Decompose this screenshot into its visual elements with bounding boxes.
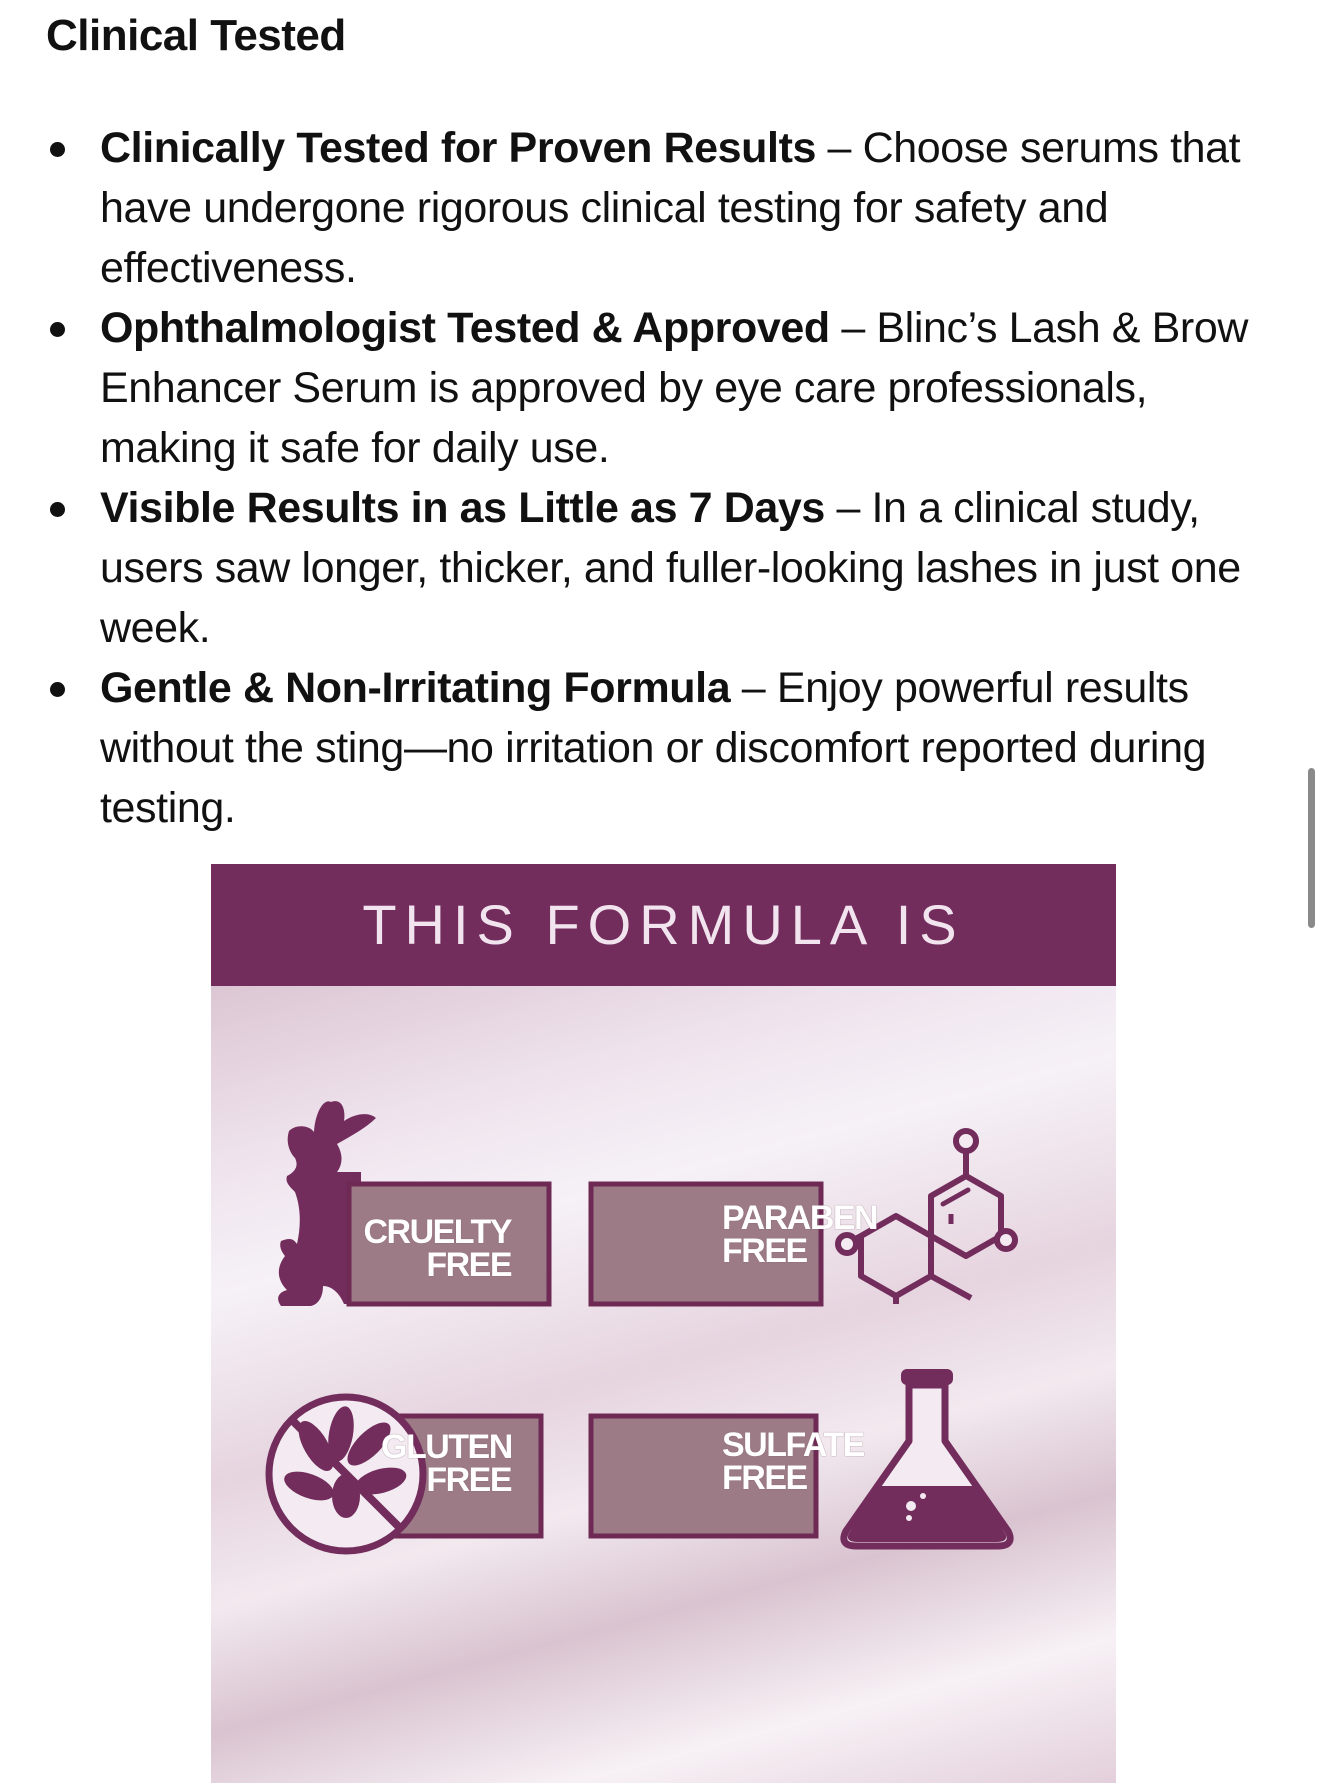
badge-label-gluten — [381, 1428, 512, 1499]
feature-list — [46, 118, 1276, 838]
bullet-heading: Gentle & Non-Irritating Formula — [100, 664, 731, 712]
badge-label-cruelty — [361, 1213, 511, 1284]
list-item — [46, 118, 1276, 298]
bullet-heading: Visible Results in as Little as 7 Days — [100, 484, 825, 532]
formula-banner-image — [211, 864, 1116, 1783]
formula-badges-art — [211, 986, 1116, 1783]
bullet-text: – Blinc’s Lash & Brow Enhancer Serum is approved by eye care professionals, making it safe for daily use. — [100, 304, 1248, 472]
badge-line2: FREE — [722, 1232, 807, 1270]
badge-label-paraben — [722, 1199, 878, 1270]
page-title: Clinical Tested — [46, 11, 346, 60]
badge-line1: PARABEN — [722, 1199, 878, 1237]
bullet-heading: Ophthalmologist Tested & Approved — [100, 304, 830, 352]
list-item — [46, 658, 1276, 838]
badge-line1: SULFATE — [722, 1426, 864, 1464]
badge-line2: FREE — [426, 1461, 511, 1499]
formula-header: THIS FORMULA IS — [211, 864, 1116, 986]
list-item — [46, 478, 1276, 658]
scrollbar-thumb[interactable] — [1308, 768, 1315, 928]
flask-icon — [844, 1369, 1010, 1546]
badge-line2: FREE — [426, 1246, 511, 1284]
badge-label-sulfate — [722, 1426, 864, 1497]
bullet-text: – Enjoy powerful results without the sting—no irritation or discomfort reported during testing. — [100, 664, 1207, 832]
badge-line1: GLUTEN — [381, 1428, 512, 1466]
formula-body — [211, 986, 1116, 1783]
badge-line1: CRUELTY — [363, 1213, 511, 1251]
bullet-text: – Choose serums that have undergone rigorous clinical testing for safety and effectiveness. — [100, 124, 1241, 292]
list-item — [46, 298, 1276, 478]
bullet-heading: Clinically Tested for Proven Results — [100, 124, 817, 172]
bullet-text: – In a clinical study, users saw longer, thicker, and fuller-looking lashes in just one week. — [100, 484, 1241, 652]
badge-line2: FREE — [722, 1459, 807, 1497]
